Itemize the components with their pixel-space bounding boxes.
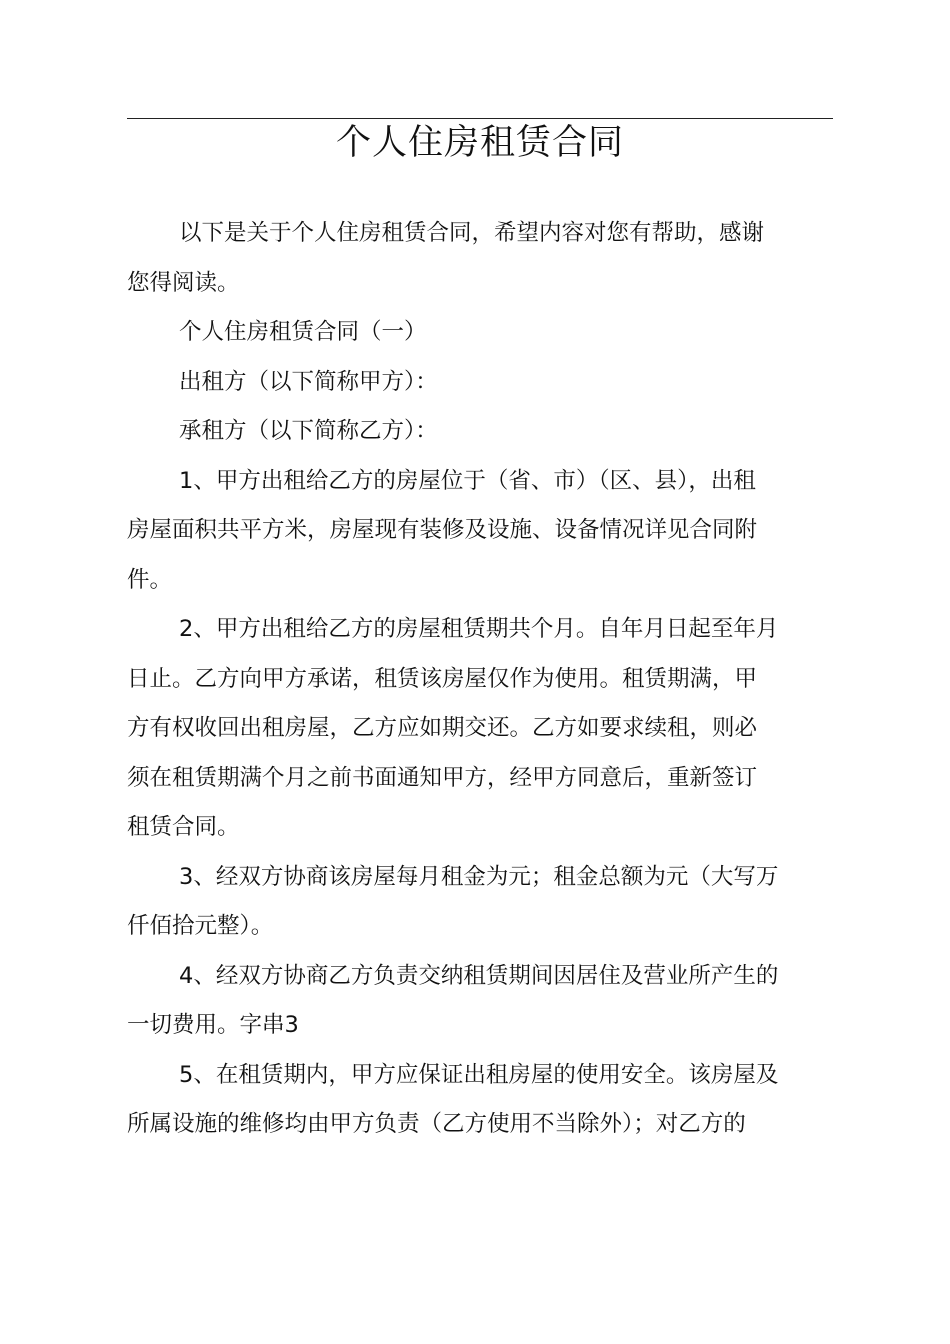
header-rule (127, 118, 833, 119)
paragraph-clause-3 (127, 853, 837, 952)
text-line: 须在租赁期满个月之前书面通知甲方，经甲方同意后，重新签订 (127, 764, 758, 791)
text-line: 出租方（以下简称甲方）： (179, 368, 438, 395)
text-line: 5、在租赁期内，甲方应保证出租房屋的使用安全。该房屋及 (179, 1061, 779, 1088)
text-line: 仟佰拾元整）。 (127, 913, 274, 939)
text-line: 您得阅读。 (127, 269, 240, 296)
text-line: 所属设施的维修均由甲方负责（乙方使用不当除外）；对乙方的 (127, 1111, 746, 1137)
text-line: 方有权收回出租房屋，乙方应如期交还。乙方如要求续租，则必 (127, 715, 758, 741)
text-line: 一切费用。字串3 (127, 1012, 299, 1038)
text-line: 日止。乙方向甲方承诺，租赁该房屋仅作为使用。租赁期满，甲 (127, 665, 758, 692)
text-line: 房屋面积共平方米，房屋现有装修及设施、设备情况详见合同附 (127, 517, 758, 543)
text-line: 4、经双方协商乙方负责交纳租赁期间因居住及营业所产生的 (179, 962, 779, 989)
paragraph-clause-5 (127, 1051, 837, 1150)
text-line: 3、经双方协商该房屋每月租金为元；租金总额为元（大写万 (179, 863, 779, 890)
text-line: 个人住房租赁合同（一） (179, 319, 427, 345)
text-line: 2、甲方出租给乙方的房屋租赁期共个月。自年月日起至年月 (179, 616, 779, 642)
text-line: 承租方（以下简称乙方）： (179, 418, 438, 444)
paragraph-clause-4 (127, 952, 837, 1051)
text-line: 以下是关于个人住房租赁合同，希望内容对您有帮助，感谢 (179, 220, 765, 246)
text-line: 件。 (127, 566, 173, 593)
text-line: 1、甲方出租给乙方的房屋位于（省、市）（区、县），出租 (179, 467, 756, 494)
paragraph-section-heading (127, 308, 837, 358)
paragraph-intro (127, 209, 837, 308)
document-body (127, 209, 837, 1150)
paragraph-clause-1 (127, 457, 837, 606)
document-title: 个人住房租赁合同 (335, 123, 624, 163)
paragraph-clause-2 (127, 605, 837, 853)
paragraph-lessee (127, 407, 837, 457)
text-line: 租赁合同。 (127, 814, 240, 840)
paragraph-lessor (127, 358, 837, 408)
